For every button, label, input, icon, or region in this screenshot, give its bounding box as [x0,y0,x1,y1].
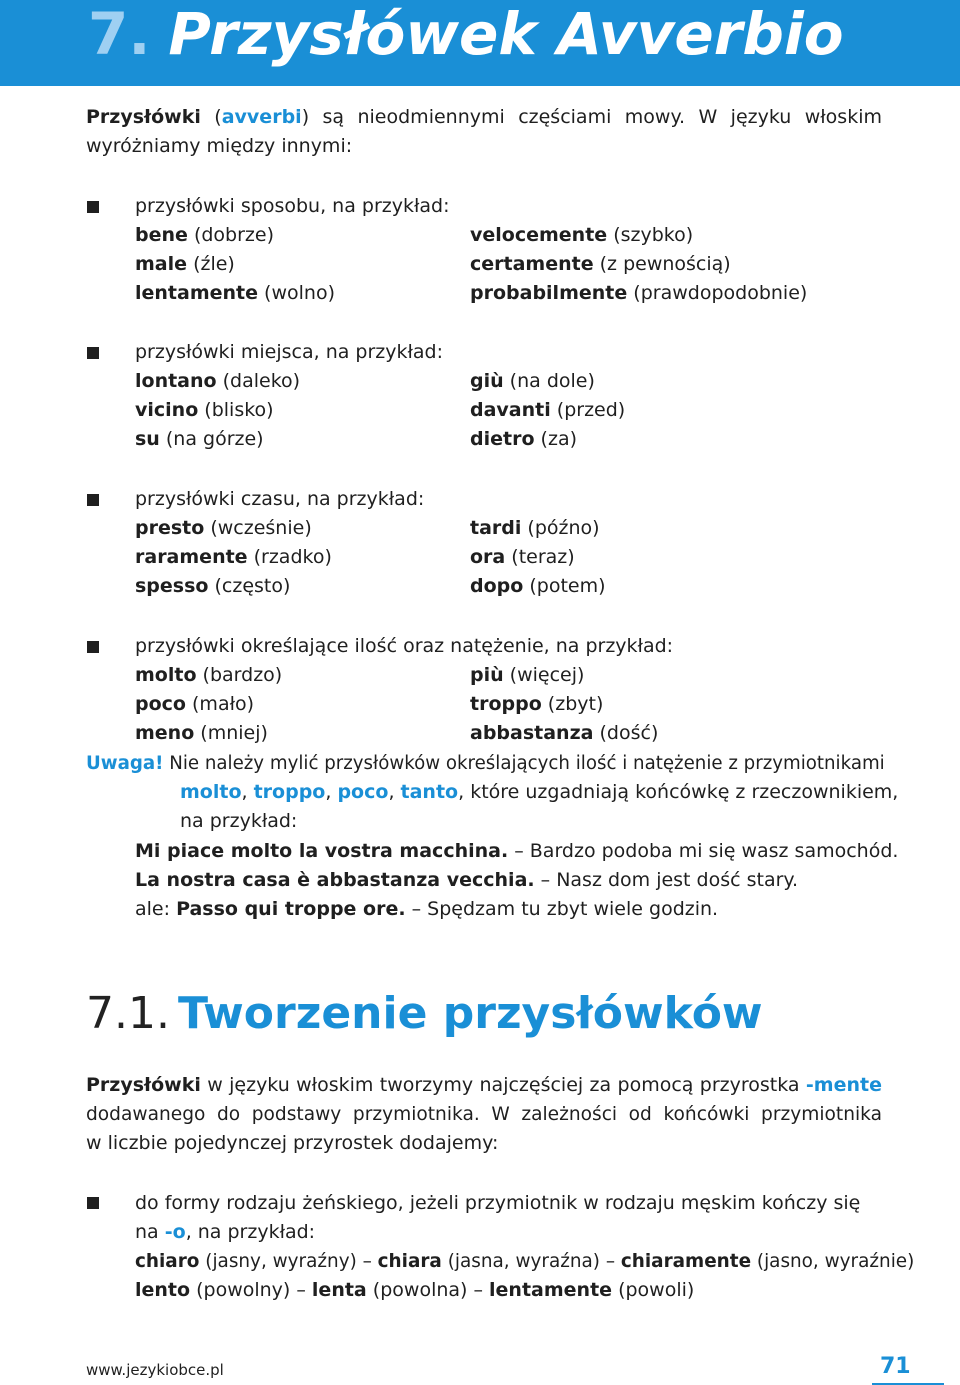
example-item [135,425,264,454]
gloss: (zbyt) [541,693,604,715]
example-item [135,396,274,425]
term: giù [470,370,504,392]
term: probabilmente [470,282,628,304]
gloss: (mniej) [194,722,268,744]
term: male [135,253,188,275]
footer-link[interactable]: www.jezykiobce.pl [86,1361,224,1379]
gloss: (powoli) [612,1279,695,1301]
intro-line-1 [86,103,882,132]
example-item [470,250,731,279]
note-word: poco [337,781,389,803]
term: chiaro [135,1251,200,1272]
note-comma: , [325,781,338,803]
group-heading: przysłówki sposobu, na przykład: [135,195,450,217]
example-item [470,572,606,601]
example-item [470,221,693,250]
gloss: (źle) [187,253,235,275]
example-item [135,719,268,748]
gloss: (jasno, wyraźnie) [751,1251,915,1272]
gloss: (za) [534,428,577,450]
gloss: (szybko) [607,224,694,246]
formation-example [135,1276,694,1305]
term: su [135,428,160,450]
term: spesso [135,575,209,597]
term: lentamente [135,282,259,304]
rule-line-2 [135,1218,315,1247]
intro-paren-open: ( [214,106,222,128]
note-line-3: na przykład: [180,810,298,832]
term: dopo [470,575,524,597]
bullet-icon [87,201,99,213]
term: dietro [470,428,535,450]
gloss: (rzadko) [247,546,332,568]
page-title [88,2,844,66]
intro-italian-term: avverbi [221,106,302,128]
section-line-2: dodawanego do podstawy przymiotnika. W zależności od końcówki przymiotnika [86,1104,882,1125]
example-item [135,543,332,572]
note-word: troppo [253,781,326,803]
chapter-title: Przysłówek Avverbio [168,0,844,68]
group-heading: przysłówki określające ilość oraz natężenie, na przykład: [135,635,674,657]
gloss: (blisko) [198,399,274,421]
term: chiara [377,1251,442,1272]
formation-example [135,1247,914,1276]
gloss: (dość) [593,722,659,744]
page-number: 71 [880,1354,911,1379]
term: meno [135,722,195,744]
group-heading: przysłówki czasu, na przykład: [135,488,425,510]
gloss: (mało) [185,693,255,715]
polish-translation: – Spędzam tu zbyt wiele godzin. [405,898,719,920]
intro-line-2: wyróżniamy między innymi: [86,135,353,157]
gloss: (jasna, wyraźna) – [441,1251,621,1272]
section-number: 7.1. [86,988,170,1039]
bullet-icon [87,641,99,653]
gloss: (przed) [550,399,626,421]
gloss: (z pewnością) [593,253,731,275]
gloss: (daleko) [216,370,301,392]
term: davanti [470,399,551,421]
italian-sentence: Mi piace molto la vostra macchina. [135,840,509,862]
italian-sentence: Passo qui troppe ore. [176,898,406,920]
gloss: (powolna) – [366,1279,490,1301]
note-text: , które uzgadniają końcówkę z rzeczownikiem, [458,781,899,803]
polish-translation: – Bardzo podoba mi się wasz samochód. [508,840,899,862]
note-line-2 [180,778,898,807]
group-heading: przysłówki miejsca, na przykład: [135,341,444,363]
gloss: (jasny, wyraźny) – [199,1251,378,1272]
term: bene [135,224,188,246]
example-item [470,690,603,719]
example-item [135,367,300,396]
example-item [135,572,290,601]
polish-translation: – Nasz dom jest dość stary. [534,869,798,891]
note-example [135,895,718,924]
gloss: (wcześnie) [204,517,312,539]
gloss: (bardzo) [196,664,283,686]
note-comma: , [241,781,254,803]
rule-text: na [135,1221,165,1243]
example-item [470,279,807,308]
gloss: (późno) [521,517,600,539]
note-text: Nie należy mylić przysłówków określających ilość i natężenie z przymiotnikami [163,753,885,774]
italian-sentence: La nostra casa è abbastanza vecchia. [135,869,535,891]
example-item [470,514,600,543]
gloss: (dobrze) [187,224,274,246]
term: presto [135,517,205,539]
example-item [135,221,274,250]
term: tardi [470,517,522,539]
section-line-3: w liczbie pojedynczej przyrostek dodajemy: [86,1132,499,1154]
term: chiaramente [620,1251,752,1272]
example-item [470,661,584,690]
term: certamente [470,253,594,275]
section-text: w języku włoskim tworzymy najczęściej za pomocą przyrostka [200,1074,806,1096]
example-item [135,250,235,279]
gloss: (więcej) [503,664,585,686]
note-word: tanto [400,781,459,803]
term: raramente [135,546,248,568]
term: molto [135,664,197,686]
rule-text: , na przykład: [185,1221,316,1243]
note-label: Uwaga! [86,753,164,774]
term: velocemente [470,224,608,246]
gloss: (często) [208,575,291,597]
intro-term: Przysłówki [86,106,201,128]
example-item [470,367,595,396]
example-item [135,690,254,719]
example-item [135,279,335,308]
gloss: (na dole) [503,370,595,392]
example-item [470,719,658,748]
term: abbastanza [470,722,594,744]
section-line-1 [86,1071,882,1100]
example-item [135,661,282,690]
chapter-number: 7. [88,0,151,68]
term: più [470,664,504,686]
bullet-icon [87,494,99,506]
note-line-1 [86,749,885,778]
rule-line-1: do formy rodzaju żeńskiego, jeżeli przymiotnik w rodzaju męskim kończy się [135,1192,861,1214]
term: poco [135,693,186,715]
gloss: (teraz) [505,546,575,568]
term: lento [135,1279,191,1301]
section-title [86,984,763,1044]
note-example [135,866,798,895]
term: vicino [135,399,199,421]
term: lentamente [489,1279,613,1301]
section-term: Przysłówki [86,1074,201,1096]
term: lenta [311,1279,367,1301]
example-item [470,543,575,572]
example-item [135,514,312,543]
ending: -o [164,1221,186,1243]
term: ora [470,546,506,568]
note-comma: , [388,781,401,803]
term: troppo [470,693,542,715]
intro-text: ) są nieodmiennymi częściami mowy. W języku włoskim [301,106,882,128]
bullet-icon [87,347,99,359]
gloss: (wolno) [258,282,335,304]
bullet-icon [87,1197,99,1209]
example-item [470,425,577,454]
gloss: (na górze) [159,428,264,450]
example-prefix: ale: [135,898,177,920]
term: lontano [135,370,217,392]
gloss: (powolny) – [190,1279,312,1301]
section-heading: Tworzenie przysłówków [177,988,763,1039]
example-item [470,396,625,425]
gloss: (prawdopodobnie) [627,282,808,304]
suffix: -mente [805,1074,882,1096]
gloss: (potem) [523,575,606,597]
note-example [135,837,898,866]
note-word: molto [180,781,242,803]
